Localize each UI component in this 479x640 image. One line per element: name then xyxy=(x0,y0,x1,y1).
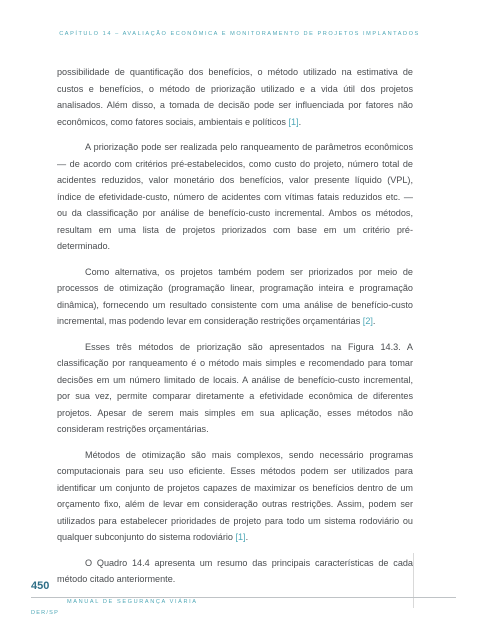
paragraph-4 xyxy=(57,339,413,438)
citation-1[interactable]: [1] xyxy=(288,116,299,127)
paragraph-3-text: Como alternativa, os projetos também podem ser priorizados por meio de processos de otimização (programação linear, programação inteira e programação dinâmica), fornecendo um resultado consistente com uma análise de benefício-custo incremental, mas podendo levar em consideração restrições orçamentárias xyxy=(57,266,413,326)
body-text xyxy=(57,64,413,597)
paragraph-2 xyxy=(57,139,413,255)
paragraph-2-text: A priorização pode ser realizada pelo ranqueamento de parâmetros econômicos — de acordo com critérios pré-estabelecidos, como custo do projeto, número total de acidentes reduzidos, valor monetário dos benefícios, valor presente líquido (VPL), índice de efetividade-custo, número de acidentes com vítimas fatais reduzidos etc. — ou da classificação por análise de benefício-custo incremental. Ambos os métodos, resultam em uma lista de projetos priorizados com base em um critério pré-determinado. xyxy=(57,142,413,251)
paragraph-3-end: . xyxy=(372,316,376,326)
paragraph-5-end: . xyxy=(245,532,249,542)
citation-3[interactable]: [1] xyxy=(235,532,246,542)
citation-2[interactable]: [2] xyxy=(362,316,373,326)
paragraph-1-end: . xyxy=(298,116,302,127)
paragraph-6 xyxy=(57,555,413,588)
page-number: 450 xyxy=(31,580,50,592)
chapter-header: CAPÍTULO 14 – AVALIAÇÃO ECONÔMICA E MONITORAMENTO DE PROJETOS IMPLANTADOS xyxy=(59,31,420,37)
paragraph-1-text: possibilidade de quantificação dos benefícios, o método utilizado na estimativa de custos e benefícios, o método de priorização utilizado e a vida útil dos projetos analisados. Além disso, a tomada de decisão pode ser influenciada por fatores não econômicos, como fatores sociais, ambientais e políticos xyxy=(57,67,413,127)
manual-title: MANUAL DE SEGURANÇA VIÁRIA xyxy=(67,599,198,605)
paragraph-6-text: O Quadro 14.4 apresenta um resumo das principais características de cada método citado anteriormente. xyxy=(57,557,413,584)
paragraph-4-text: Esses três métodos de priorização são apresentados na Figura 14.3. A classificação por ranqueamento é o método mais simples e recomendado para tomar decisões em um número limitado de locais. A análise de benefício-custo incremental, por sua vez, permite comparar diretamente a efetividade econômica de diferentes projetos. Apesar de serem mais simples em sua aplicação, esses métodos não consideram restrições orçamentárias. xyxy=(57,341,413,434)
paragraph-1 xyxy=(57,64,413,130)
paragraph-5-text: Métodos de otimização são mais complexos, sendo necessário programas computacionais para seu uso eficiente. Esses métodos podem ser utilizados para identificar um conjunto de projetos capazes de maximizar os benefícios dentro de um orçamento fixo, além de levar em consideração outras restrições. Assim, podem ser utilizados para estabelecer prioridades de projeto para todo um sistema rodoviário ou qualquer subconjunto do sistema rodoviário xyxy=(57,449,413,542)
paragraph-5 xyxy=(57,447,413,546)
paragraph-3 xyxy=(57,264,413,330)
org-label: DER/SP xyxy=(31,610,60,616)
margin-rule xyxy=(413,553,414,608)
footer-divider xyxy=(31,597,456,598)
